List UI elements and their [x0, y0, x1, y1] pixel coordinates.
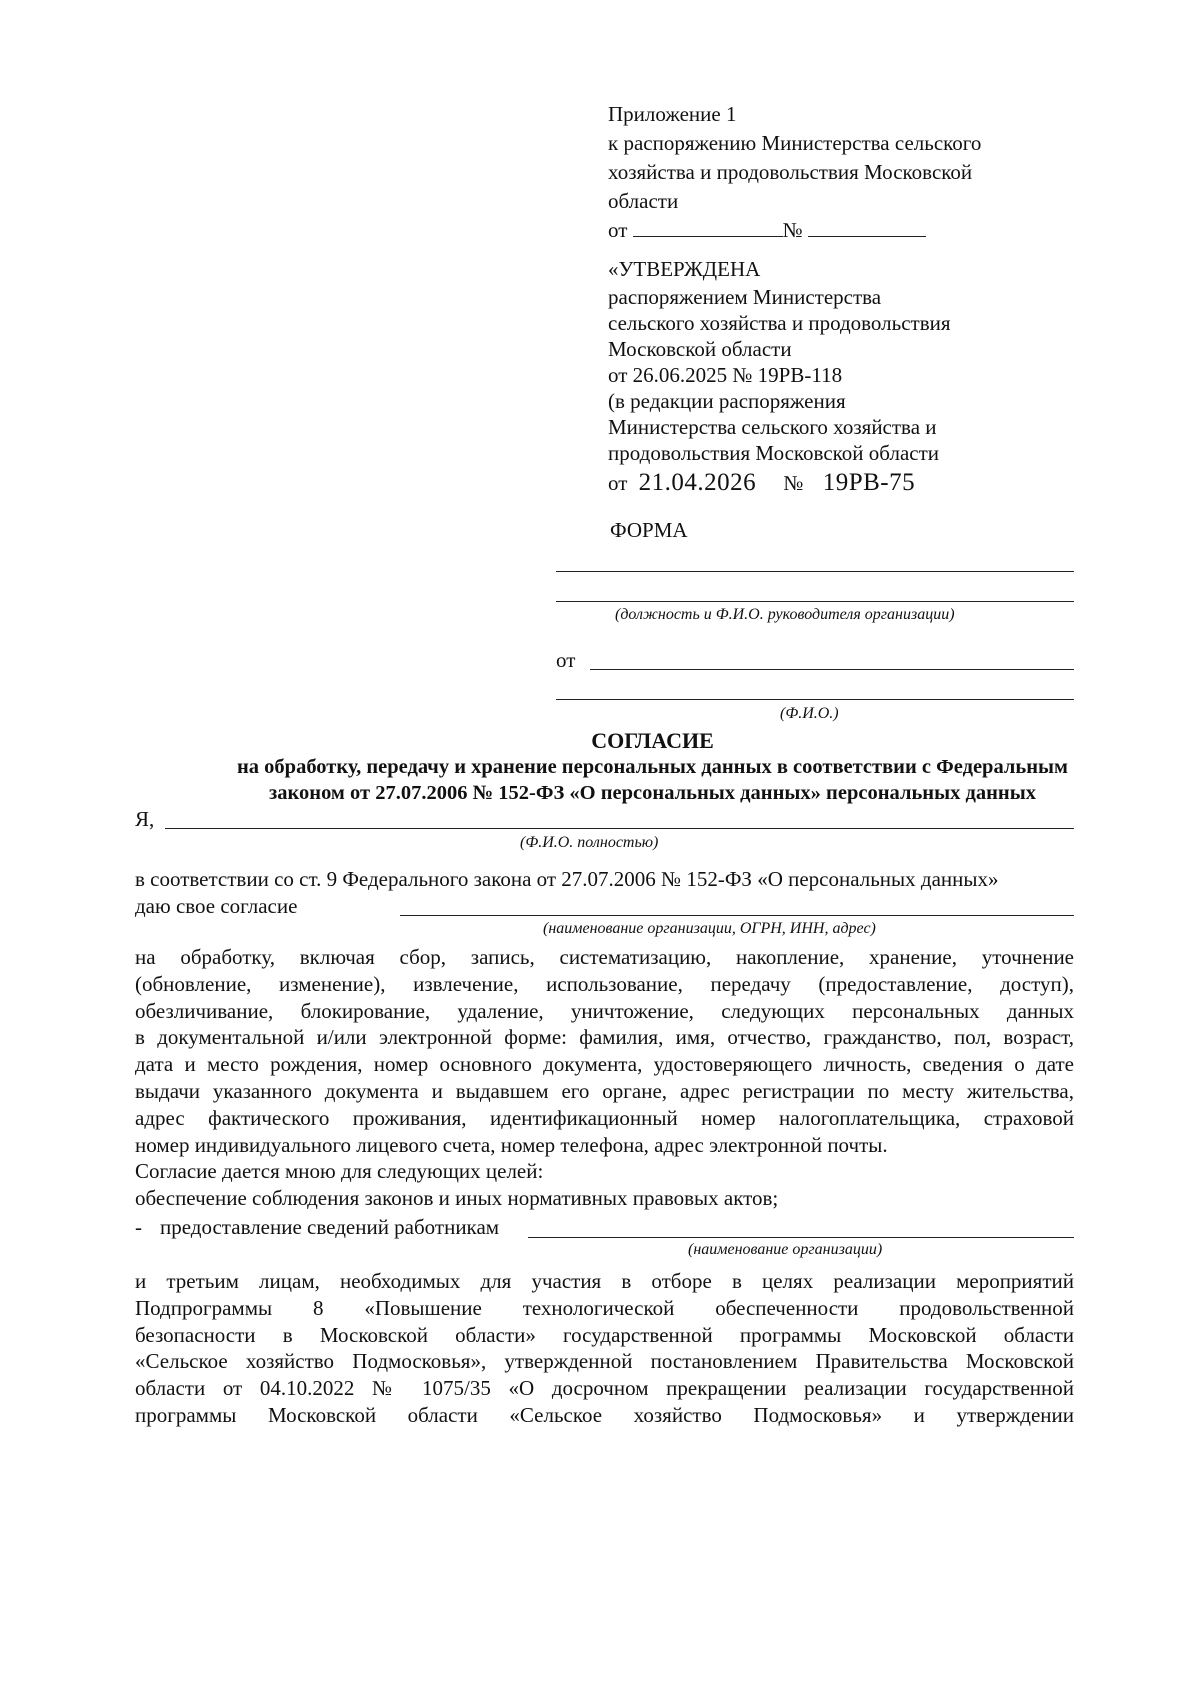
processing-line: (обновление, изменение), извлечение, использование, передачу (предоставление, доступ), [135, 971, 1074, 996]
addressee-line-2[interactable] [556, 601, 1074, 602]
purposes-item-2: предоставление сведений работникам [160, 1215, 500, 1239]
consent-org-line[interactable] [400, 915, 1074, 916]
addressee-caption: (должность и Ф.И.О. руководителя организации) [615, 606, 955, 623]
purposes-org-caption: (наименование организации) [688, 1241, 883, 1258]
approved-line: Московской области [608, 337, 792, 361]
approved-number-label: № [783, 471, 804, 495]
document-subtitle-line: на обработку, передачу и хранение персональных данных в соответствии с Федеральным [236, 756, 1069, 778]
third-parties-line: и третьим лицам, необходимых для участия в отборе в целях реализации мероприятий [135, 1269, 1074, 1293]
purposes-intro: Согласие дается мною для следующих целей: [135, 1159, 544, 1184]
approved-line: распоряжением Министерства [608, 285, 882, 309]
consent-basis-line: в соответствии со ст. 9 Федерального закона от 27.07.2006 № 152-ФЗ «О персональных данных» [135, 867, 999, 891]
appendix-block [608, 100, 981, 245]
addressee-line-1[interactable] [556, 571, 1074, 572]
consent-give-label: даю свое согласие [135, 894, 298, 918]
third-parties-line: программы Московской области «Сельское хозяйство Подмосковья» и утверждении [135, 1402, 1074, 1427]
approved-from-label: от [608, 471, 628, 495]
appendix-date-number-line [608, 216, 981, 245]
approved-line: Министерства сельского хозяйства и [608, 415, 937, 439]
approved-date: 21.04.2026 [638, 469, 757, 496]
document-title: СОГЛАСИЕ [591, 728, 714, 753]
processing-paragraph [135, 944, 1074, 1212]
appendix-number-blank[interactable] [808, 218, 926, 237]
appendix-line: хозяйства и продовольствия Московской [608, 160, 973, 184]
approved-line: (в редакции распоряжения [608, 389, 846, 413]
consent-org-caption: (наименование организации, ОГРН, ИНН, адрес) [543, 920, 876, 937]
processing-line: дата и место рождения, номер основного документа, удостоверяющего личность, сведения о дате [135, 1052, 1074, 1077]
appendix-line: области [608, 189, 679, 213]
declarant-i-label: Я, [135, 807, 155, 831]
addressee-from-line[interactable] [590, 669, 1074, 670]
approved-line: от 26.06.2025 № 19РВ-118 [608, 363, 843, 387]
appendix-number-label: № [782, 218, 803, 242]
approved-line: «УТВЕРЖДЕНА [608, 257, 761, 281]
third-parties-line: «Сельское хозяйство Подмосковья», утвержденной постановлением Правительства Московской [135, 1349, 1074, 1374]
appendix-from-label: от [608, 218, 628, 242]
addressee-fio-line[interactable] [556, 699, 1074, 700]
processing-line: адрес фактического проживания, идентификационный номер налогоплательщика, страховой [135, 1105, 1074, 1130]
third-parties-paragraph [135, 1268, 1074, 1429]
addressee-from-label: от [556, 648, 576, 672]
approved-line: сельского хозяйства и продовольствия [608, 311, 951, 335]
processing-line: в документальной и/или электронной форме: фамилия, имя, отчество, гражданство, пол, возраст, [135, 1025, 1074, 1050]
appendix-line: к распоряжению Министерства сельского [608, 131, 982, 155]
third-parties-line: области от 04.10.2022 № 1075/35 «О досрочном прекращении реализации государственной [135, 1376, 1074, 1401]
purposes-item-1: обеспечение соблюдения законов и иных нормативных правовых актов; [135, 1186, 779, 1211]
purposes-org-line[interactable] [528, 1237, 1074, 1238]
approved-line: продовольствия Московской области [608, 441, 939, 465]
third-parties-line: Подпрограммы 8 «Повышение технологической обеспеченности продовольственной [135, 1295, 1074, 1320]
approved-date-number-line [608, 466, 951, 500]
processing-line: обезличивание, блокирование, удаление, уничтожение, следующих персональных данных [135, 998, 1074, 1023]
appendix-line: Приложение 1 [608, 102, 737, 126]
declarant-fio-line[interactable] [165, 828, 1074, 829]
form-label: ФОРМА [610, 518, 688, 542]
appendix-date-blank[interactable] [633, 218, 783, 237]
approved-block [608, 255, 951, 500]
processing-line: выдачи указанного документа и выдавшем его органе, адрес регистрации по месту жительства, [135, 1078, 1074, 1103]
addressee-fio-caption: (Ф.И.О.) [780, 705, 839, 722]
processing-line: на обработку, включая сбор, запись, систематизацию, накопление, хранение, уточнение [135, 945, 1074, 969]
purposes-item-2-dash: - [135, 1215, 142, 1239]
declarant-fio-caption: (Ф.И.О. полностью) [520, 834, 659, 851]
third-parties-line: безопасности в Московской области» государственной программы Московской области [135, 1322, 1074, 1347]
approved-number: 19РВ-75 [822, 469, 916, 496]
processing-line-last: номер индивидуального лицевого счета, номер телефона, адрес электронной почты. [135, 1132, 888, 1157]
document-subtitle-line: законом от 27.07.2006 № 152-ФЗ «О персональных данных» персональных данных [268, 782, 1036, 804]
